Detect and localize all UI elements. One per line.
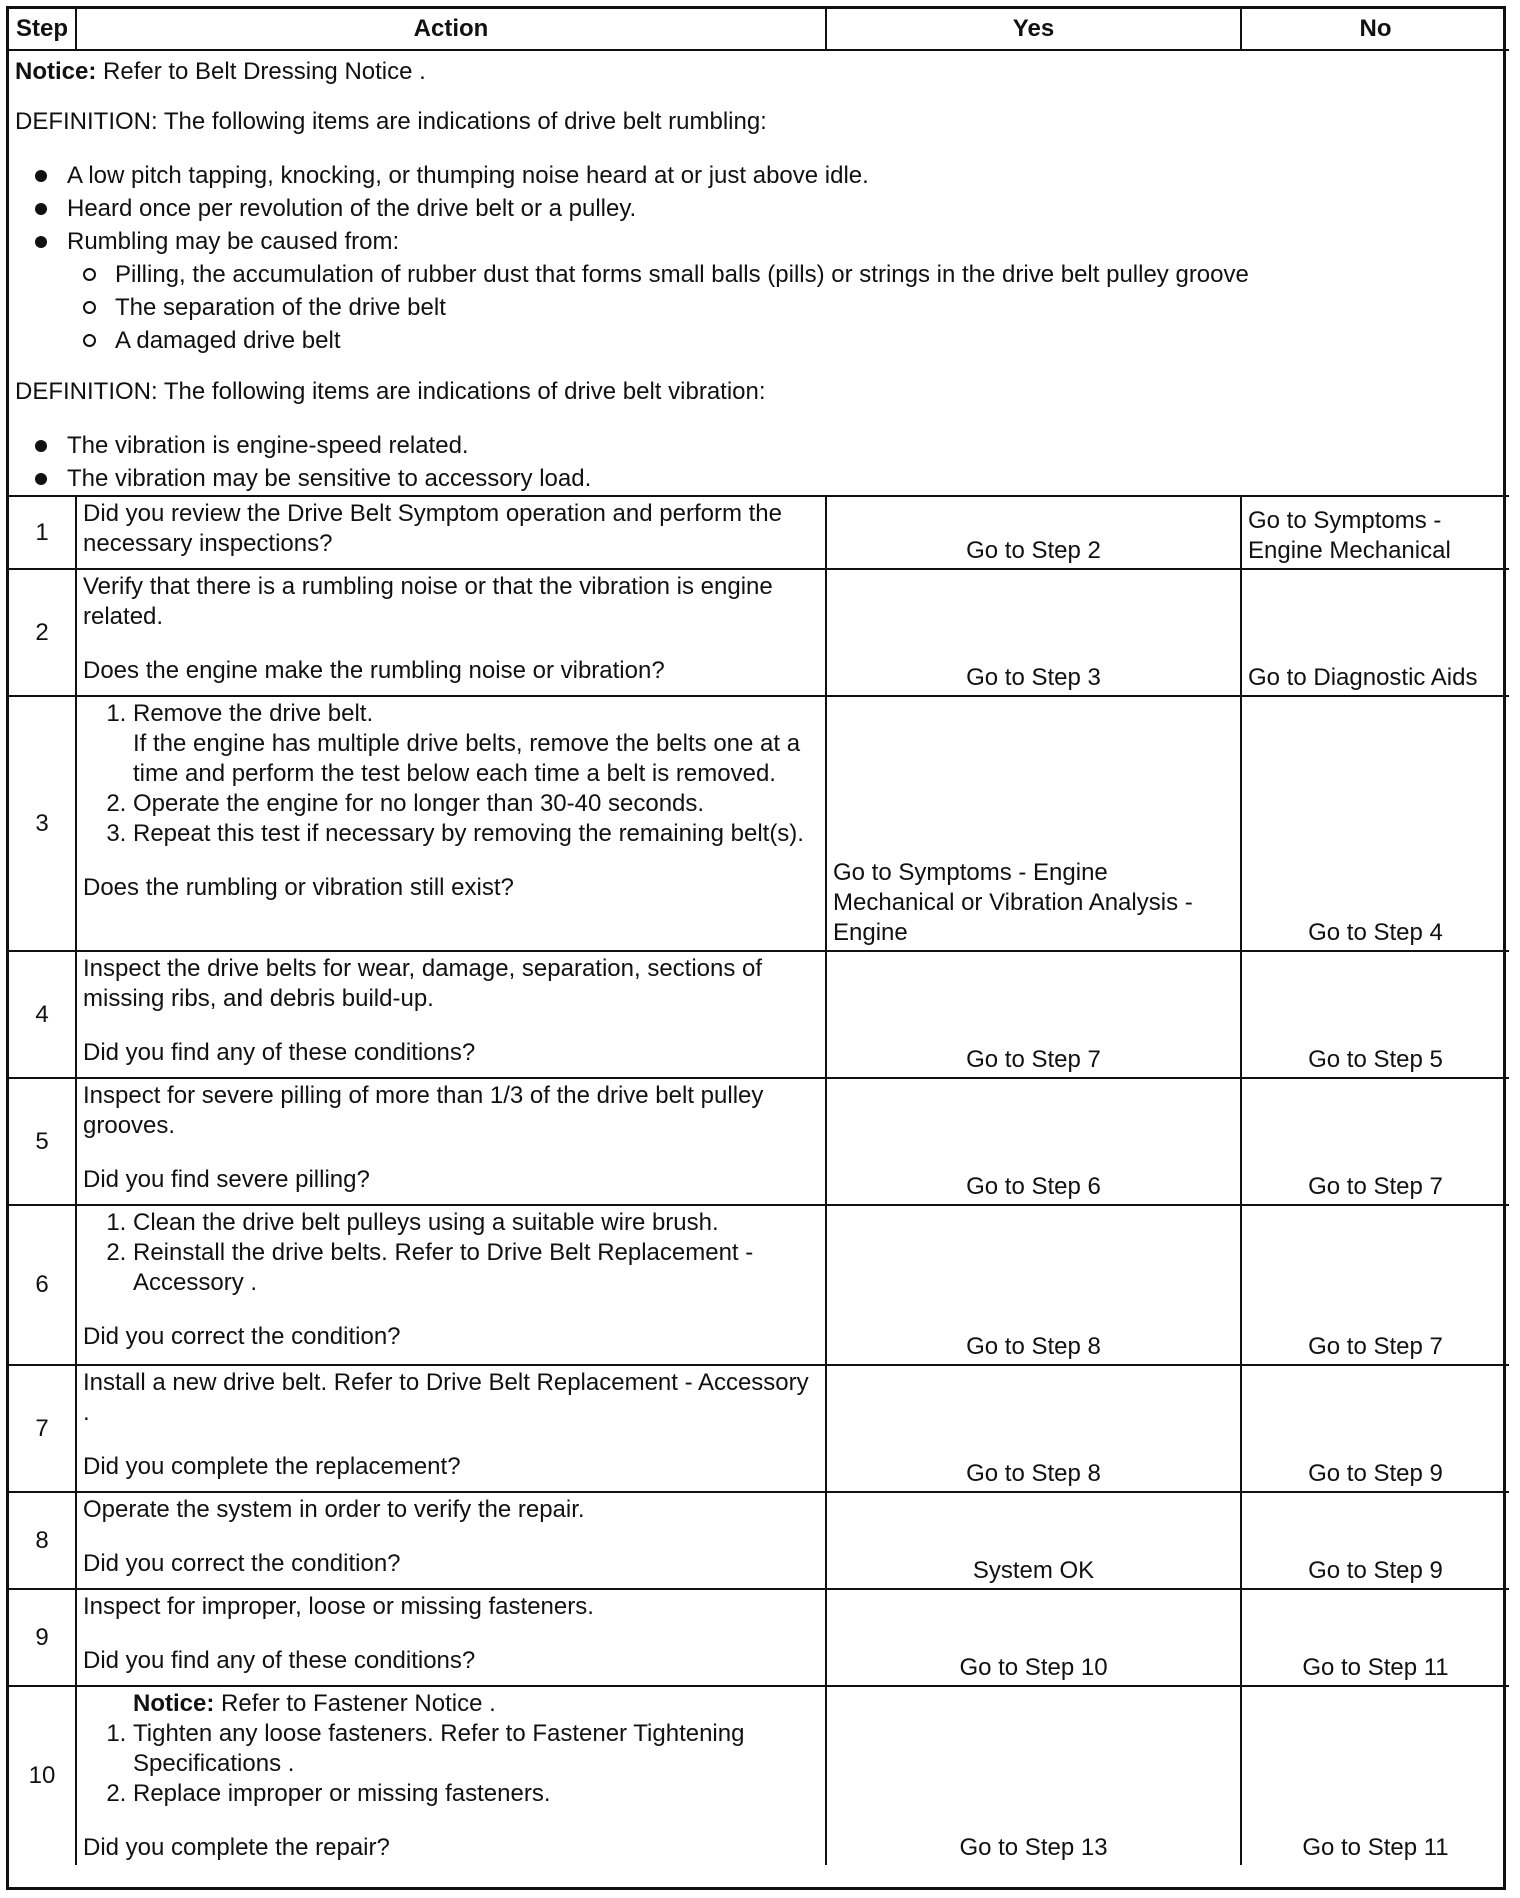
list-item: 2. Reinstall the drive belts. Refer to Drive Belt Replacement - Accessory . <box>133 1238 819 1298</box>
table-row <box>9 569 1509 696</box>
no-result: Go to Step 7 <box>1241 1078 1509 1205</box>
step-number: 10 <box>9 1686 76 1865</box>
intro-cell <box>9 50 1509 496</box>
action-cell <box>76 1589 826 1686</box>
list-item-label: Rumbling may be caused from: <box>67 228 400 255</box>
list-item: 3. Repeat this test if necessary by removing the remaining belt(s). <box>133 819 819 849</box>
action-question: Did you find any of these conditions? <box>83 1647 476 1674</box>
rumbling-cause-list <box>67 258 1503 357</box>
header-no: No <box>1241 9 1509 50</box>
intro-row <box>9 50 1509 496</box>
table-row <box>9 496 1509 569</box>
list-item: 1. Tighten any loose fasteners. Refer to Fastener Tightening Specifications . <box>133 1719 819 1779</box>
action-steps <box>83 1719 819 1809</box>
step-number: 6 <box>9 1205 76 1365</box>
step-number: 5 <box>9 1078 76 1205</box>
action-cell <box>76 951 826 1078</box>
rumbling-bullet-list <box>15 159 1503 357</box>
action-question: Does the rumbling or vibration still exist? <box>83 874 514 901</box>
list-item: A low pitch tapping, knocking, or thumping noise heard at or just above idle. <box>33 159 1503 192</box>
table-row <box>9 951 1509 1078</box>
notice-label: Notice: <box>133 1690 215 1717</box>
step-number: 9 <box>9 1589 76 1686</box>
step-number: 3 <box>9 696 76 951</box>
table-row <box>9 1492 1509 1589</box>
action-text: Did you review the Drive Belt Symptom operation and perform the necessary inspections? <box>76 496 826 569</box>
list-item: 1. Clean the drive belt pulleys using a suitable wire brush. <box>133 1208 819 1238</box>
yes-result: Go to Step 3 <box>826 569 1241 696</box>
action-question: Did you complete the replacement? <box>83 1453 461 1480</box>
yes-result: Go to Step 8 <box>826 1205 1241 1365</box>
list-item: 2. Replace improper or missing fasteners. <box>133 1779 819 1809</box>
step-number: 4 <box>9 951 76 1078</box>
table-row <box>9 1686 1509 1865</box>
header-action: Action <box>76 9 826 50</box>
action-cell <box>76 1365 826 1492</box>
action-steps <box>83 1208 819 1298</box>
table-row <box>9 696 1509 951</box>
action-text: Operate the system in order to verify the repair. <box>83 1496 585 1523</box>
yes-result: Go to Step 13 <box>826 1686 1241 1865</box>
list-item: The vibration is engine-speed related. <box>33 429 1503 462</box>
action-cell <box>76 1492 826 1589</box>
no-result: Go to Symptoms - Engine Mechanical <box>1241 496 1509 569</box>
notice-text: Refer to Fastener Notice . <box>214 1690 496 1717</box>
action-question: Does the engine make the rumbling noise or vibration? <box>83 657 665 684</box>
action-steps <box>83 699 819 849</box>
no-result: Go to Step 5 <box>1241 951 1509 1078</box>
yes-result: Go to Symptoms - Engine Mechanical or Vibration Analysis - Engine <box>826 696 1241 951</box>
yes-result: Go to Step 7 <box>826 951 1241 1078</box>
action-question: Did you complete the repair? <box>83 1834 390 1861</box>
action-text: Inspect for severe pilling of more than 1/3 of the drive belt pulley grooves. <box>83 1082 764 1139</box>
intro-notice <box>15 57 1503 87</box>
action-cell <box>76 1205 826 1365</box>
action-question: Did you find any of these conditions? <box>83 1039 476 1066</box>
list-item: 1. Remove the drive belt. If the engine has multiple drive belts, remove the belts one at a time and perform the test below each time a belt is removed. <box>133 699 819 789</box>
action-question: Did you correct the condition? <box>83 1550 401 1577</box>
notice-text: Refer to Belt Dressing Notice . <box>96 58 426 85</box>
table-row <box>9 1365 1509 1492</box>
no-result: Go to Step 9 <box>1241 1492 1509 1589</box>
header-row <box>9 9 1509 50</box>
list-item: A damaged drive belt <box>83 324 1503 357</box>
action-question: Did you find severe pilling? <box>83 1166 370 1193</box>
notice-label: Notice: <box>15 58 97 85</box>
diagnostic-table-sheet <box>6 6 1506 1890</box>
action-cell <box>76 569 826 696</box>
list-item: 2. Operate the engine for no longer than 30-40 seconds. <box>133 789 819 819</box>
no-result: Go to Step 4 <box>1241 696 1509 951</box>
action-cell <box>76 696 826 951</box>
list-item: The separation of the drive belt <box>83 291 1503 324</box>
diagnostic-table <box>9 9 1509 1865</box>
step-notice <box>83 1689 819 1719</box>
yes-result: Go to Step 10 <box>826 1589 1241 1686</box>
yes-result: Go to Step 8 <box>826 1365 1241 1492</box>
header-step: Step <box>9 9 76 50</box>
list-item: Heard once per revolution of the drive belt or a pulley. <box>33 192 1503 225</box>
vibration-bullet-list <box>15 429 1503 495</box>
no-result: Go to Diagnostic Aids <box>1241 569 1509 696</box>
action-text: Inspect the drive belts for wear, damage, separation, sections of missing ribs, and debris build-up. <box>83 955 763 1012</box>
action-text: Install a new drive belt. Refer to Drive Belt Replacement - Accessory . <box>83 1369 809 1426</box>
no-result: Go to Step 9 <box>1241 1365 1509 1492</box>
step-number: 1 <box>9 496 76 569</box>
action-cell <box>76 1686 826 1865</box>
yes-result: System OK <box>826 1492 1241 1589</box>
no-result: Go to Step 11 <box>1241 1589 1509 1686</box>
action-text: Verify that there is a rumbling noise or that the vibration is engine related. <box>83 573 773 630</box>
table-row <box>9 1205 1509 1365</box>
table-row <box>9 1589 1509 1686</box>
list-item: Pilling, the accumulation of rubber dust that forms small balls (pills) or strings in the drive belt pulley groove <box>83 258 1503 291</box>
step-number: 2 <box>9 569 76 696</box>
header-yes: Yes <box>826 9 1241 50</box>
list-item-note: If the engine has multiple drive belts, remove the belts one at a time and perform the test below each time a belt is removed. <box>133 730 801 787</box>
table-row <box>9 1078 1509 1205</box>
yes-result: Go to Step 6 <box>826 1078 1241 1205</box>
step-number: 8 <box>9 1492 76 1589</box>
definition-rumbling: DEFINITION: The following items are indications of drive belt rumbling: <box>15 108 767 135</box>
action-cell <box>76 1078 826 1205</box>
action-text: Inspect for improper, loose or missing fasteners. <box>83 1593 594 1620</box>
no-result: Go to Step 11 <box>1241 1686 1509 1865</box>
action-question: Did you correct the condition? <box>83 1323 401 1350</box>
list-item: The vibration may be sensitive to accessory load. <box>33 462 1503 495</box>
definition-vibration: DEFINITION: The following items are indications of drive belt vibration: <box>15 378 766 405</box>
list-item <box>33 225 1503 357</box>
no-result: Go to Step 7 <box>1241 1205 1509 1365</box>
step-number: 7 <box>9 1365 76 1492</box>
yes-result: Go to Step 2 <box>826 496 1241 569</box>
